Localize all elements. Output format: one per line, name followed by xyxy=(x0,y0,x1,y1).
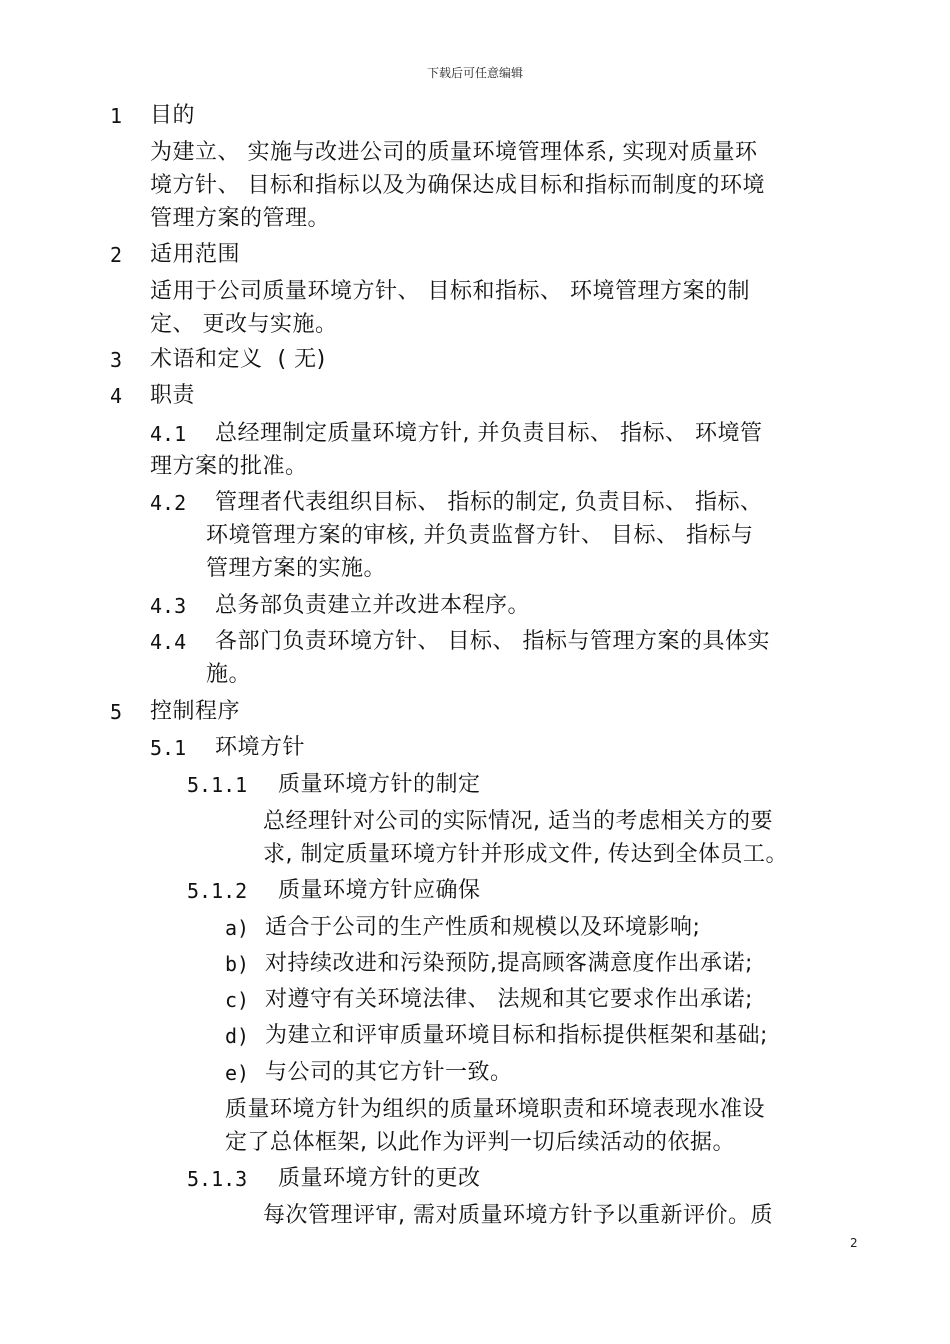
paragraph-line: 施。 xyxy=(206,662,252,687)
subsection-title: 质量环境方针应确保 xyxy=(278,878,481,903)
page-number: 2 xyxy=(850,1236,858,1250)
paragraph-line: 每次管理评审, 需对质量环境方针予以重新评价。质 xyxy=(263,1203,773,1228)
paragraph-line: 为建立、 实施与改进公司的质量环境管理体系, 实现对质量环 xyxy=(150,140,758,165)
section-title: 控制程序 xyxy=(150,699,241,724)
list-label: a) xyxy=(225,916,250,940)
subsection-number: 5.1 xyxy=(150,736,187,760)
subsection-number: 5.1.2 xyxy=(187,879,248,903)
section-title: 适用范围 xyxy=(150,242,241,267)
subsection-title: 质量环境方针的更改 xyxy=(278,1166,481,1191)
item-number: 4.2 xyxy=(150,491,187,515)
item-number: 4.3 xyxy=(150,594,187,618)
section-number: 1 xyxy=(110,104,123,128)
list-label: d) xyxy=(225,1024,250,1048)
section-title: 职责 xyxy=(150,383,196,408)
list-item: 与公司的其它方针一致。 xyxy=(265,1060,513,1085)
subsection-title: 质量环境方针的制定 xyxy=(278,772,481,797)
item-number: 4.4 xyxy=(150,630,187,654)
item-number: 4.1 xyxy=(150,422,187,446)
paragraph-line: 各部门负责环境方针、 目标、 指标与管理方案的具体实 xyxy=(215,629,770,654)
list-label: e) xyxy=(225,1061,250,1085)
paragraph-line: 管理方案的管理。 xyxy=(150,206,331,231)
section-title: 目的 xyxy=(150,103,196,128)
subsection-number: 5.1.1 xyxy=(187,773,248,797)
list-item: 适合于公司的生产性质和规模以及环境影响; xyxy=(265,915,701,940)
paragraph-line: 总经理针对公司的实际情况, 适当的考虑相关方的要 xyxy=(263,809,773,834)
paragraph-line: 质量环境方针为组织的质量环境职责和环境表现水准设 xyxy=(225,1097,766,1122)
list-item: 为建立和评审质量环境目标和指标提供框架和基础; xyxy=(265,1023,768,1048)
section-number: 3 xyxy=(110,348,123,372)
page-header: 下载后可任意编辑 xyxy=(426,66,523,80)
paragraph-line: 求, 制定质量环境方针并形成文件, 传达到全体员工。 xyxy=(263,842,788,867)
section-title: 术语和定义 ( 无) xyxy=(150,347,326,372)
list-label: c) xyxy=(225,988,250,1012)
section-number: 2 xyxy=(110,243,123,267)
list-label: b) xyxy=(225,952,250,976)
paragraph-line: 定、 更改与实施。 xyxy=(150,312,338,337)
paragraph-line: 境方针、 目标和指标以及为确保达成目标和指标而制度的环境 xyxy=(150,173,765,198)
paragraph-line: 定了总体框架, 以此作为评判一切后续活动的依据。 xyxy=(225,1130,735,1155)
paragraph-line: 管理方案的实施。 xyxy=(206,556,387,581)
subsection-title: 环境方针 xyxy=(215,735,306,760)
paragraph-line: 环境管理方案的审核, 并负责监督方针、 目标、 指标与 xyxy=(206,523,754,548)
subsection-number: 5.1.3 xyxy=(187,1167,248,1191)
list-item: 对遵守有关环境法律、 法规和其它要求作出承诺; xyxy=(265,987,753,1012)
list-item: 对持续改进和污染预防,提高顾客满意度作出承诺; xyxy=(265,951,753,976)
section-number: 4 xyxy=(110,384,123,408)
paragraph-line: 总务部负责建立并改进本程序。 xyxy=(215,593,531,618)
section-number: 5 xyxy=(110,700,123,724)
paragraph-line: 管理者代表组织目标、 指标的制定, 负责目标、 指标、 xyxy=(215,490,763,515)
paragraph-line: 总经理制定质量环境方针, 并负责目标、 指标、 环境管 xyxy=(215,421,763,446)
paragraph-line: 适用于公司质量环境方针、 目标和指标、 环境管理方案的制 xyxy=(150,279,750,304)
paragraph-line: 理方案的批准。 xyxy=(150,454,308,479)
